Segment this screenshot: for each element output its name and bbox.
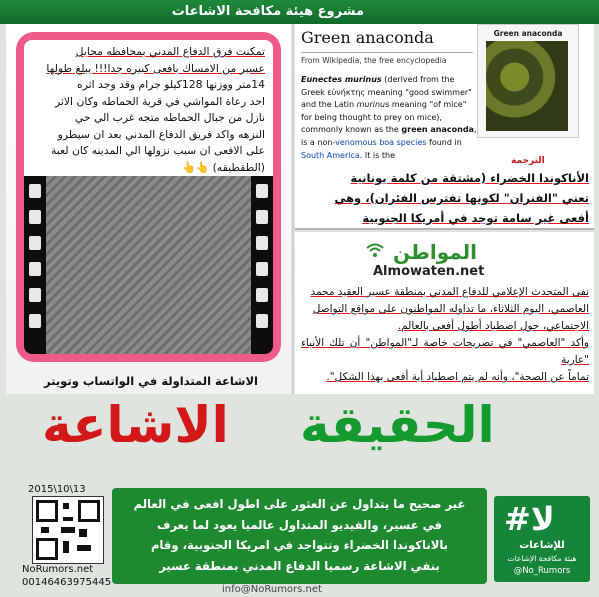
qr-module [63,517,73,521]
wiki-body-part: . It is the [359,150,395,160]
wiki-body-part: , is a non- [301,125,477,147]
translation-line: تعني "الفنران" لكونها تفترس الفئران)، وهي [334,191,589,205]
qr-module [79,529,87,537]
wiki-rule [301,52,473,53]
wiki-body-part: green anaconda [401,125,474,135]
wiki-body-part: meaning "of mice" for being thought to prey on mice), commonly known as the [301,100,467,135]
qr-module [61,527,75,533]
film-hole [256,184,268,198]
film-hole [29,314,41,328]
qr-finder [78,500,100,522]
contact-email[interactable]: info@NoRumors.net [222,584,322,595]
rumor-line: نازل من جبال الحماطه متجه غرب الي حي [74,111,265,124]
rumor-line: النزهه واكد فريق الدفاع المدني بعد ان سيطرو [57,127,265,141]
rumor-line: على الافعى ان سبب نزولها الي المدينه كان لعبة [50,144,265,157]
top-banner [0,0,599,24]
twitter-handle[interactable]: @No_Rumors [513,566,571,576]
film-hole [256,236,268,250]
wifi-icon [365,242,385,258]
qr-code[interactable] [32,496,104,564]
film-hole [256,288,268,302]
snake-video-frame [24,176,273,354]
qr-module [77,545,91,551]
wiki-body-part: Eunectes murinus [301,75,382,84]
film-hole [29,184,41,198]
fact-line: بالاناكوندا الخضراء وتتواجد في امريكا الجنوبية، وقام [150,538,449,552]
phone-frame [16,32,281,362]
almowaten-panel [295,232,594,394]
anaconda-photo [486,41,568,131]
fact-line: غير صحيح ما يتداول عن العثور على اطول افعى في العالم [133,497,466,511]
project-label: مشروع هيئة مكافحة الاشاعات [171,4,364,19]
panel-divider [292,24,294,394]
article-line: العاصمي، اليوم الثلاثاء، ما تداوله المواطنون على مواقع التواصل [312,303,589,315]
rumor-line: 14متر ووزنها 128كيلو جرام وقد وجد اثره [77,78,265,91]
wiki-image-caption: Green anaconda [493,29,563,38]
article-line: الاجتماعي، حول اصطياد أطول أفعى بالعالم. [397,320,589,332]
rumor-panel [6,24,291,394]
wiki-source: From Wikipedia, the free encyclopedia [301,56,447,65]
film-hole [256,210,268,224]
contact-number: 00146463975445 [22,577,112,588]
qr-module [63,541,69,553]
norumors-site[interactable]: NoRumors.net [22,564,94,575]
rumor-post-text [27,44,265,176]
article-line: تماماً عن الصحة"، وأنه لم يتم اصطياد أية أفعى بهذا الشكل". [326,371,589,383]
article-line: وأكد "العاصمي" في تصريحات خاصة لـ"المواطن" أن تلك الأنباء "عارية [301,337,589,366]
wiki-link[interactable]: venomous [335,137,377,147]
logo-subtitle: للإشاعات [519,540,565,551]
rumor-line: تمكنت فرق الدفاع المدني بمحافظه محايل [75,45,265,58]
wiki-body-part: (derived from the Greek εὐνήκτης meaning "good swimmer" and the Latin [301,75,472,110]
logo-hashtag: #لا [504,500,555,538]
film-hole [29,262,41,276]
wikipedia-panel [295,24,594,230]
wiki-body-part: found in [426,137,462,147]
translation-label: الترجمة [511,156,545,166]
rumor-line: عسير من الامساك بافعى كبيره جدا!!! يبلغ طولها [46,61,265,75]
almowaten-logo: المواطن [393,240,478,264]
qr-module [63,503,69,509]
article-line: نفى المتحدث الإعلامي للدفاع المدني بمنطقة عسير العقيد محمد [310,286,589,298]
qr-finder [36,500,58,522]
wiki-link[interactable]: boa species [379,137,427,147]
film-hole [29,210,41,224]
fact-line: في عسير، والفيديو المتداول عالميا يعود لما يعرف [157,517,442,532]
translation-line: أفعى غير سامة توجد في أمريكا الجنوبية [362,211,589,225]
film-hole [256,314,268,328]
norumors-logo [494,496,590,582]
wiki-link[interactable]: South America [301,150,360,160]
rumor-heading: الاشاعة [42,396,229,454]
logo-organization: هيئة مكافحة الإشاعات [507,554,577,563]
film-hole [256,262,268,276]
translation-line: الأناكوندا الخضراء (مشتقة من كلمة يونانية [350,171,589,185]
fact-text [120,494,479,576]
film-hole [29,288,41,302]
rumor-line: احد رعاة المواشي في قرية الحماطه وكان الاثر [54,94,265,108]
wiki-body-part: murinus [356,100,390,110]
rumor-caption: الاشاعة المتداولة في الواتساب وتويتر [44,374,258,388]
fact-box [112,488,487,584]
wiki-arabic-translation [303,168,589,228]
almowaten-site: Almowaten.net [373,264,485,279]
wiki-title: Green anaconda [301,28,434,47]
film-strip-left [24,176,46,354]
post-date: 2015\10\13 [28,484,86,495]
truth-heading: الحقيقة [300,396,495,454]
fact-line: بنفي الاشاعة رسميا الدفاع المدني بمنطقة عسير [159,558,440,573]
rumor-line: (الطقطيقه) 👆👆 [182,160,265,174]
phone-screen [24,40,273,354]
almowaten-article [301,284,589,386]
qr-module [41,527,49,533]
wiki-body [301,74,479,162]
wiki-infobox [477,24,579,138]
qr-finder [36,538,58,560]
film-hole [29,236,41,250]
film-strip-right [251,176,273,354]
